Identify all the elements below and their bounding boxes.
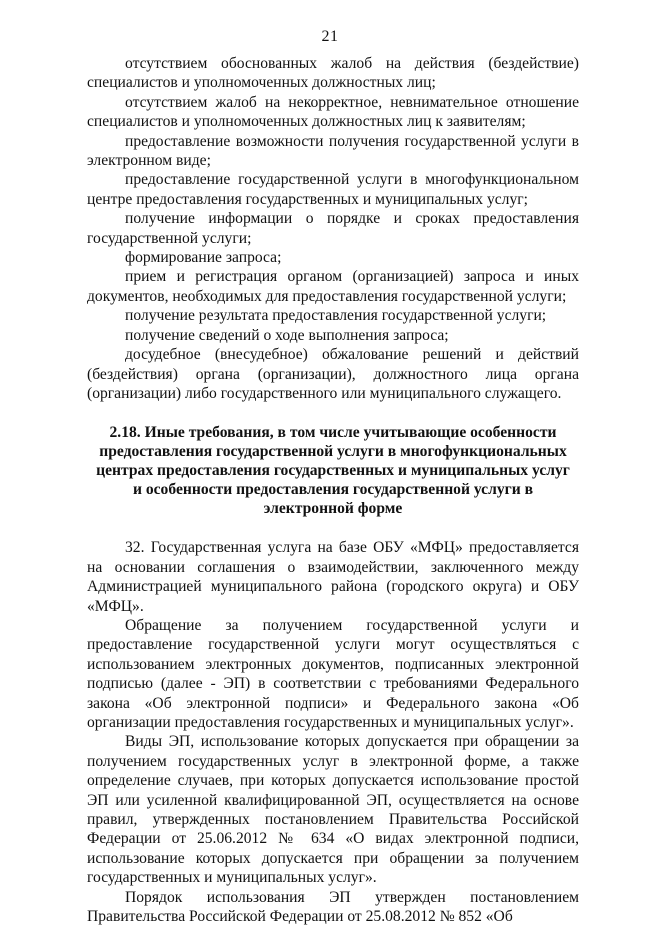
list-item: предоставление возможности получения государственной услуги в электронном виде;: [87, 132, 579, 170]
list-item: получение информации о порядке и сроках предоставления государственной услуги;: [87, 210, 579, 247]
paragraph: 32. Государственная услуга на базе ОБУ «МФЦ» предоставляется на основании соглашения о взаимодействии, заключенного между Администрацией муниципального района (городского округа) и ОБУ «МФЦ».: [87, 539, 579, 615]
paragraph: Виды ЭП, использование которых допускается при обращении за получением государственных услуг в электронной форме, а также определение случаев, при которых допускается использование простой ЭП или усиленной квалифицированной ЭП, осуществляется на основе правил, утвержденных постановлением Правительства Российской Федерации от 25.06.2012 № 634 «О видах электронной подписи, использование которых допускается при обращении за получением государственных и муниципальных услуг».: [87, 733, 579, 887]
page-number: 21: [321, 28, 339, 45]
list-item: формирование запроса;: [125, 249, 282, 267]
list-item: досудебное (внесудебное) обжалование решений и действий (бездействия) органа (организации), должностного лица органа (организации) либо государственного или муниципального служащего.: [87, 346, 579, 402]
paragraph: Порядок использования ЭП утвержден постановлением Правительства Российской Федерации от 25.08.2012 № 852 «Об: [87, 888, 579, 926]
list-item: прием и регистрация органом (организацией) запроса и иных документов, необходимых для предоставления государственной услуги;: [87, 268, 579, 305]
list-item: предоставление государственной услуги в многофункциональном центре предоставления государственных и муниципальных услуг;: [87, 171, 579, 208]
document-body: [87, 54, 579, 926]
section-heading: 2.18. Иные требования, в том числе учитывающие особенности предоставления государственной услуги в многофункциональных центрах предоставления государственных и муниципальных услуг и особенности предоставления государственной услуги в электронной форме: [96, 424, 570, 518]
list-item: получение сведений о ходе выполнения запроса;: [125, 326, 449, 344]
list-item: отсутствием жалоб на некорректное, невнимательное отношение специалистов и уполномоченных должностных лиц к заявителям;: [87, 93, 579, 131]
list-item: отсутствием обоснованных жалоб на действия (бездействие) специалистов и уполномоченных должностных лиц;: [87, 55, 579, 92]
paragraph: Обращение за получением государственной услуги и предоставление государственной услуги могут осуществляться с использованием электронных документов, подписанных электронной подписью (далее - ЭП) в соответствии с требованиями Федерального закона «Об электронной подписи» и Федерального закона «Об организации предоставления государственных и муниципальных услуг».: [87, 616, 579, 731]
list-item: получение результата предоставления государственной услуги;: [125, 307, 547, 325]
